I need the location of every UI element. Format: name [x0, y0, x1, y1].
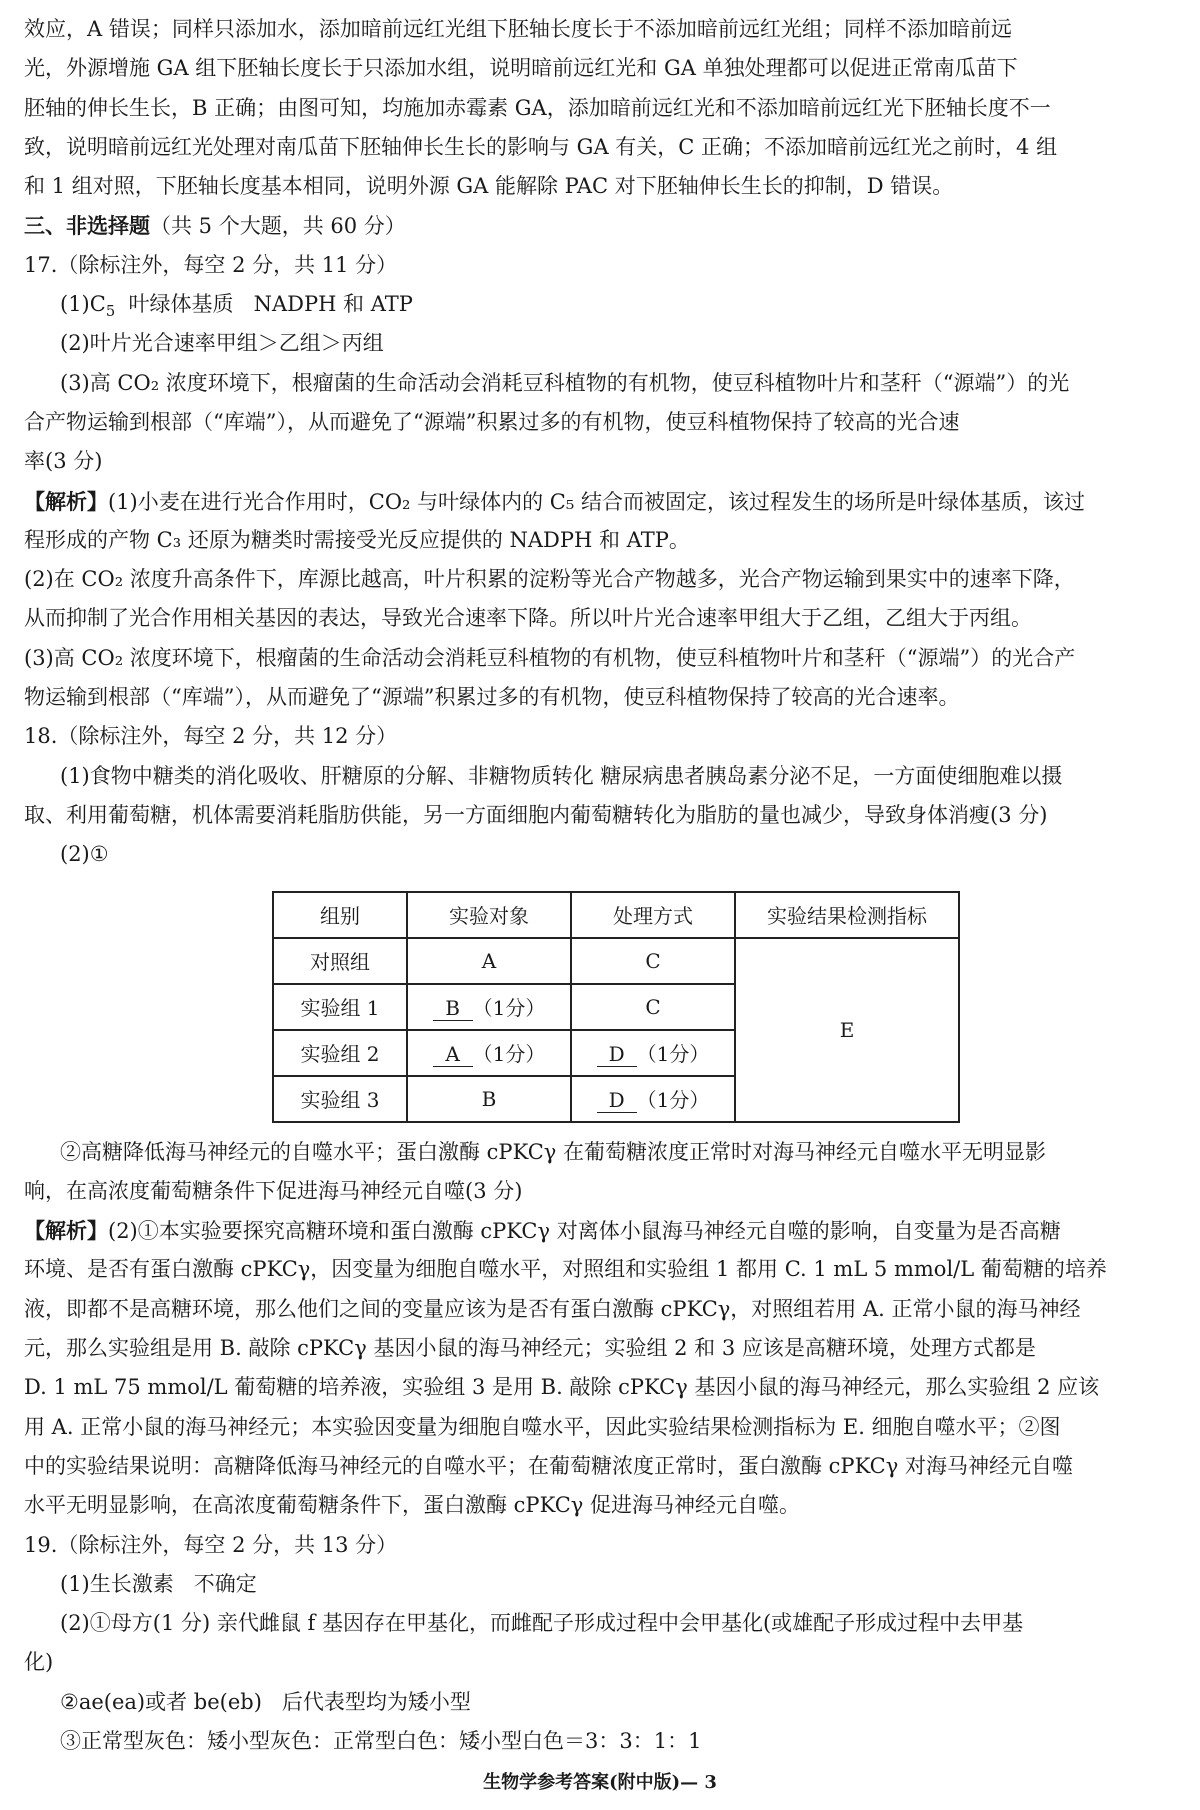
- text-line: 效应，A 错误；同样只添加水，添加暗前远红光组下胚轴长度长于不添加暗前远红光组；同样不添加暗前远: [24, 17, 1012, 41]
- experiment-table: [272, 891, 960, 1123]
- column-header: 处理方式: [571, 892, 735, 938]
- table-cell-group: 实验组 2: [273, 1030, 407, 1076]
- section-heading: [24, 206, 1180, 245]
- analysis-line: 从而抑制了光合作用相关基因的表达，导致光合速率下降。所以叶片光合速率甲组大于乙组，乙组大于丙组。: [24, 606, 1032, 631]
- subject-value: A: [481, 948, 497, 973]
- section-title: 三、非选择题: [24, 213, 150, 239]
- table-cell-group: 实验组 3: [273, 1076, 407, 1122]
- subject-value: A: [433, 1042, 473, 1067]
- intro-paragraph: [24, 10, 1180, 206]
- table-cell-group: 对照组: [273, 938, 407, 984]
- analysis-line: D. 1 mL 75 mmol/L 葡萄糖的培养液，实验组 3 是用 B. 敲除 cPKCγ 基因小鼠的海马神经元，那么实验组 2 应该: [24, 1375, 1100, 1400]
- analysis-line: 水平无明显影响，在高浓度葡萄糖条件下，蛋白激酶 cPKCγ 促进海马神经元自噬。: [24, 1493, 800, 1518]
- text-line: 致，说明暗前远红光处理对南瓜苗下胚轴伸长生长的影响与 GA 有关，C 正确；不添加暗前远红光之前时，4 组: [24, 134, 1058, 159]
- column-header: 组别: [273, 892, 407, 938]
- answer-line: 合产物运输到根部（“库端”），从而避免了“源端”积累过多的有机物，使豆科植物保持了较高的光合速: [24, 409, 960, 434]
- answer-line: (1)食物中糖类的消化吸收、肝糖原的分解、非糖物质转化 糖尿病患者胰岛素分泌不足，一方面使细胞难以摄: [60, 763, 1063, 788]
- section-note: （共 5 个大题，共 60 分）: [150, 214, 406, 239]
- answer-line: 响，在高浓度葡萄糖条件下促进海马神经元自噬(3 分): [24, 1178, 523, 1203]
- analysis-line: (3)高 CO₂ 浓度环境下，根瘤菌的生命活动会消耗豆科植物的有机物，使豆科植物叶片和茎秆（“源端”）的光合产: [24, 645, 1076, 670]
- analysis-line: [24, 482, 1180, 521]
- score-note: （1分）: [472, 1042, 546, 1067]
- analysis-line: (2)在 CO₂ 浓度升高条件下，库源比越高，叶片积累的淀粉等光合产物越多，光合产物运输到果实中的速率下降，: [24, 567, 1075, 592]
- question-header: 17.（除标注外，每空 2 分，共 11 分）: [24, 252, 398, 277]
- table-row: [273, 938, 959, 984]
- answer-line: 取、利用葡萄糖，机体需要消耗脂肪供能，另一方面细胞内葡萄糖转化为脂肪的量也减少，导致身体消瘦(3 分): [24, 802, 1048, 827]
- table-cell-treatment: [571, 984, 735, 1030]
- answer-line: ②ae(ea)或者 be(eb) 后代表型均为矮小型: [60, 1689, 471, 1714]
- analysis-line: 物运输到根部（“库端”），从而避免了“源端”积累过多的有机物，使豆科植物保持了较高的光合速率。: [24, 685, 960, 710]
- analysis-line: 液，即都不是高糖环境，那么他们之间的变量应该为是否有蛋白激酶 cPKCγ，对照组若用 A. 正常小鼠的海马神经: [24, 1296, 1081, 1321]
- table-cell-treatment: [571, 1030, 735, 1076]
- answer-line: 率(3 分): [24, 449, 103, 474]
- answer-line: (3)高 CO₂ 浓度环境下，根瘤菌的生命活动会消耗豆科植物的有机物，使豆科植物叶片和茎秆（“源端”）的光: [60, 370, 1070, 395]
- experiment-table-wrapper: [272, 891, 1180, 1123]
- table-cell-result: E: [735, 938, 959, 1122]
- analysis-text: (2)①本实验要探究高糖环境和蛋白激酶 cPKCγ 对离体小鼠海马神经元自噬的影响，自变量为是否高糖: [108, 1219, 1061, 1244]
- score-note: （1分）: [636, 1088, 710, 1113]
- table-cell-treatment: [571, 938, 735, 984]
- subscript: 5: [105, 303, 116, 321]
- question-header: 19.（除标注外，每空 2 分，共 13 分）: [24, 1532, 398, 1557]
- subject-value: B: [433, 996, 473, 1021]
- answer-line: ②高糖降低海马神经元的自噬水平；蛋白激酶 cPKCγ 在葡萄糖浓度正常时对海马神经元自噬水平无明显影: [60, 1139, 1046, 1164]
- score-note: （1分）: [472, 996, 546, 1021]
- answer-line: (2)①: [60, 842, 109, 867]
- analysis-line: 元，那么实验组是用 B. 敲除 cPKCγ 基因小鼠的海马神经元；实验组 2 和 3 应该是高糖环境，处理方式都是: [24, 1336, 1036, 1361]
- table-cell-subject: [407, 984, 571, 1030]
- table-cell-treatment: [571, 1076, 735, 1122]
- page-footer: 生物学参考答案(附中版)— 3: [483, 1772, 717, 1793]
- text-line: 胚轴的伸长生长，B 正确；由图可知，均施加赤霉素 GA，添加暗前远红光和不添加暗前远红光下胚轴长度不一: [24, 95, 1051, 120]
- score-note: （1分）: [636, 1042, 710, 1067]
- analysis-label: 【解析】: [24, 1218, 108, 1244]
- answer-text: 叶绿体基质 NADPH 和 ATP: [115, 292, 413, 317]
- answer-line: (1)生长激素 不确定: [60, 1571, 257, 1596]
- answer-line: ③正常型灰色：矮小型灰色：正常型白色：矮小型白色＝3：3：1：1: [60, 1728, 702, 1753]
- analysis-line: 程形成的产物 C₃ 还原为糖类时需接受光反应提供的 NADPH 和 ATP。: [24, 527, 690, 552]
- column-header: 实验对象: [407, 892, 571, 938]
- treatment-value: D: [597, 1042, 637, 1067]
- table-cell-subject: [407, 1030, 571, 1076]
- answer-line: [24, 285, 1180, 324]
- analysis-line: 中的实验结果说明：高糖降低海马神经元的自噬水平；在葡萄糖浓度正常时，蛋白激酶 cPKCγ 对海马神经元自噬: [24, 1453, 1073, 1478]
- subject-value: B: [481, 1086, 497, 1111]
- analysis-line: 环境、是否有蛋白激酶 cPKCγ，因变量为细胞自噬水平，对照组和实验组 1 都用 C. 1 mL 5 mmol/L 葡萄糖的培养: [24, 1257, 1107, 1282]
- question-17: [24, 246, 1180, 718]
- question-19: [24, 1526, 1180, 1762]
- table-cell-group: 实验组 1: [273, 984, 407, 1030]
- text-line: 和 1 组对照，下胚轴长度基本相同，说明外源 GA 能解除 PAC 对下胚轴伸长生长的抑制，D 错误。: [24, 174, 954, 199]
- table-cell-subject: [407, 938, 571, 984]
- treatment-value: C: [645, 994, 661, 1019]
- analysis-line: 用 A. 正常小鼠的海马神经元；本实验因变量为细胞自噬水平，因此实验结果检测指标为 E. 细胞自噬水平；②图: [24, 1414, 1061, 1439]
- text-line: 光，外源增施 GA 组下胚轴长度长于只添加水组，说明暗前远红光和 GA 单独处理都可以促进正常南瓜苗下: [24, 56, 1018, 81]
- question-header: 18.（除标注外，每空 2 分，共 12 分）: [24, 724, 398, 749]
- answer-line: 化): [24, 1650, 54, 1675]
- table-cell-subject: [407, 1076, 571, 1122]
- column-header: 实验结果检测指标: [735, 892, 959, 938]
- answer-line: (2)①母方(1 分) 亲代雌鼠 f 基因存在甲基化，而雌配子形成过程中会甲基化(或雄配子形成过程中去甲基: [60, 1611, 1024, 1636]
- treatment-value: C: [645, 948, 661, 973]
- analysis-label: 【解析】: [24, 488, 108, 514]
- question-18: [24, 717, 1180, 1525]
- answer-text: (1)C: [60, 292, 106, 317]
- analysis-text: (1)小麦在进行光合作用时，CO₂ 与叶绿体内的 C₅ 结合而被固定，该过程发生的场所是叶绿体基质，该过: [108, 489, 1085, 514]
- table-header-row: [273, 892, 959, 938]
- answer-page: [24, 10, 1180, 1761]
- treatment-value: D: [597, 1088, 637, 1113]
- analysis-line: [24, 1211, 1180, 1250]
- answer-line: (2)叶片光合速率甲组＞乙组＞丙组: [60, 331, 384, 356]
